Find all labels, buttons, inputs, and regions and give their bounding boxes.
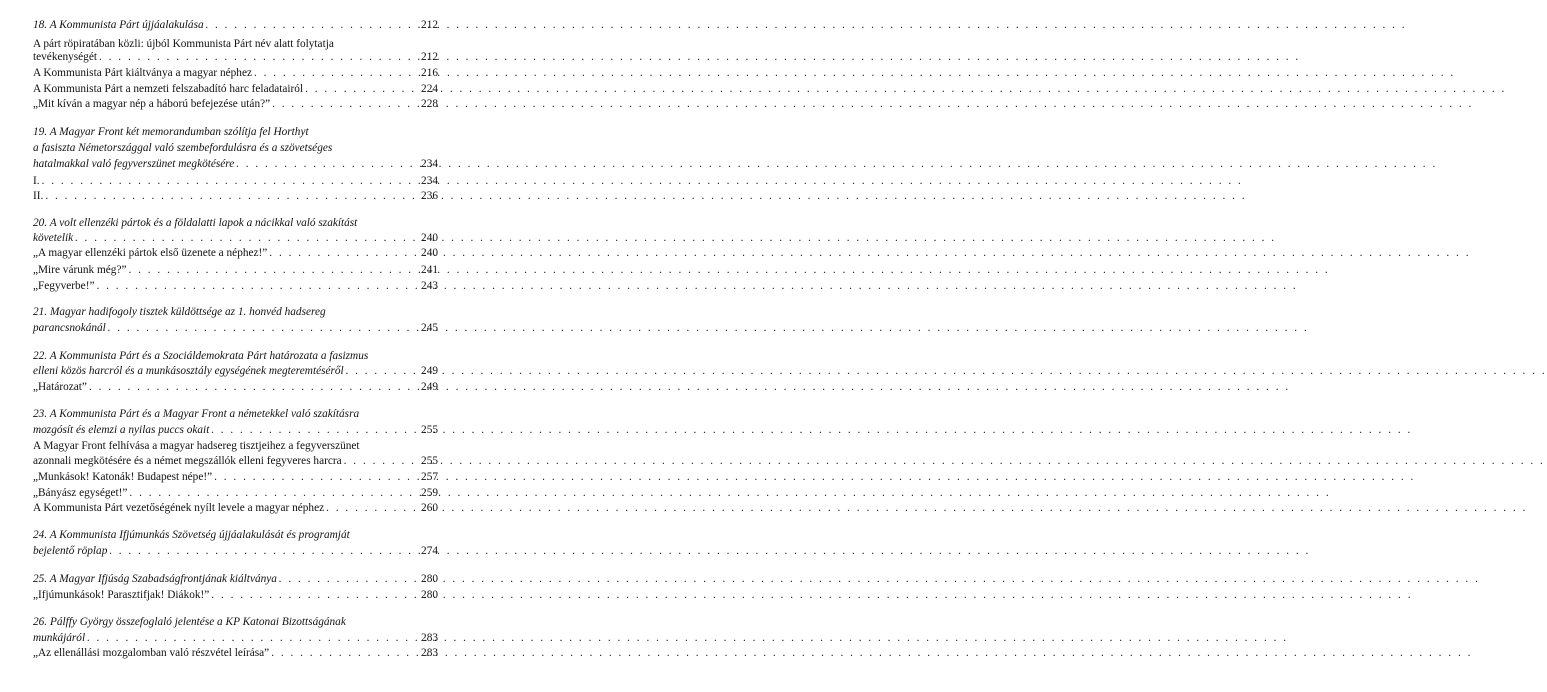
dot-leader <box>271 646 418 660</box>
toc-line <box>33 37 438 51</box>
toc-page-number: 283 <box>421 647 438 659</box>
dot-leader <box>45 189 418 203</box>
toc-line <box>33 454 438 468</box>
toc-entry-text: A párt röpiratában közli: újból Kommunista Párt név alatt folytatja <box>33 38 334 50</box>
toc-entry-text: tevékenységét <box>33 51 97 63</box>
toc-page-number: 224 <box>421 83 438 95</box>
toc-entry-text: I. <box>33 175 40 187</box>
table-of-contents <box>0 0 488 692</box>
toc-entry-text: 26. Pálffy György összefoglaló jelentése a KP Katonai Bizottságának <box>33 616 346 628</box>
toc-entry-text: A Kommunista Párt vezetőségének nyílt levele a magyar néphez <box>33 502 325 514</box>
toc-line <box>33 544 438 558</box>
dot-leader <box>87 631 418 645</box>
toc-entry-text: 21. Magyar hadifogoly tisztek küldöttsége az 1. honvéd hadsereg <box>33 306 326 318</box>
toc-page-number: 274 <box>421 545 438 557</box>
toc-line <box>33 216 438 230</box>
dot-leader <box>344 454 418 468</box>
toc-page-number: 245 <box>421 322 438 334</box>
toc-entry-text: „Mit kíván a magyar nép a háború befejezése után?” <box>33 98 271 110</box>
toc-entry-text: A Kommunista Párt a nemzeti felszabadító harc feladatairól <box>33 83 304 95</box>
toc-line <box>33 528 438 542</box>
dot-leader <box>128 263 418 277</box>
toc-entry-text: A Kommunista Párt kiáltványa a magyar néphez <box>33 67 252 79</box>
toc-entry-text: „Mire várunk még?” <box>33 264 127 276</box>
toc-line <box>33 470 438 484</box>
dot-leader <box>305 82 418 96</box>
toc-entry-text: 23. A Kommunista Párt és a Magyar Front a németekkel való szakításra <box>33 408 360 420</box>
dot-leader <box>108 321 418 335</box>
toc-line <box>33 305 438 319</box>
toc-line <box>33 125 438 139</box>
toc-line <box>33 407 438 421</box>
toc-entry-text: 18. A Kommunista Párt újjáalakulása <box>33 19 204 31</box>
toc-entry-text: mozgósít és elemzi a nyilas puccs okait <box>33 424 210 436</box>
toc-line <box>33 349 438 363</box>
toc-page-number: 257 <box>421 471 438 483</box>
toc-line <box>33 18 438 32</box>
toc-entry-text: 25. A Magyar Ifjúság Szabadságfrontjának kiáltványa <box>33 573 277 585</box>
toc-page-number: 259 <box>421 487 438 499</box>
dot-leader <box>269 246 418 260</box>
toc-entry-text: munkájáról <box>33 632 86 644</box>
dot-leader <box>272 97 418 111</box>
toc-line <box>33 263 438 277</box>
toc-entry-text: „Munkások! Katonák! Budapest népe!” <box>33 471 213 483</box>
toc-entry-text: „Határozat” <box>33 381 87 393</box>
toc-entry-text: „Ifjúmunkások! Parasztifjak! Diákok!” <box>33 589 210 601</box>
dot-leader <box>211 423 418 437</box>
toc-page-number: 228 <box>421 98 438 110</box>
toc-page-number: 234 <box>421 158 438 170</box>
toc-line <box>33 174 438 188</box>
toc-page-number: 241 <box>421 264 438 276</box>
toc-page-number: 236 <box>421 190 438 202</box>
toc-line <box>33 572 438 586</box>
toc-entry-text: a fasiszta Németországgal való szembefordulásra és a szövetséges <box>33 142 333 154</box>
toc-line <box>33 82 438 96</box>
dot-leader <box>206 18 418 32</box>
toc-entry-text: azonnali megkötésére és a német megszállók elleni fegyveres harcra <box>33 455 342 467</box>
toc-page-number: 240 <box>421 247 438 259</box>
dot-leader <box>42 174 418 188</box>
toc-entry-text: elleni közös harcról és a munkásosztály egységének megteremtéséről <box>33 365 344 377</box>
toc-line <box>33 364 438 378</box>
toc-line <box>33 50 438 64</box>
toc-line <box>33 380 438 394</box>
toc-page-number: 243 <box>421 280 438 292</box>
dot-leader <box>326 501 418 515</box>
toc-entry-text: „Az ellenállási mozgalomban való részvétel leírása” <box>33 647 270 659</box>
toc-line <box>33 615 438 629</box>
dot-leader <box>129 486 418 500</box>
toc-line <box>33 501 438 515</box>
toc-line <box>33 97 438 111</box>
toc-page-number: 249 <box>421 365 438 377</box>
toc-entry-text: parancsnokánál <box>33 322 106 334</box>
toc-page-number: 240 <box>421 232 438 244</box>
toc-page-number: 212 <box>421 51 438 63</box>
toc-line <box>33 631 438 645</box>
toc-page-number: 212 <box>421 19 438 31</box>
toc-entry-text: 24. A Kommunista Ifjúmunkás Szövetség újjáalakulását és programját <box>33 529 350 541</box>
toc-entry-text: „A magyar ellenzéki pártok első üzenete a néphez!” <box>33 247 268 259</box>
toc-entry-text: „Bányász egységet!” <box>33 487 128 499</box>
dot-leader <box>346 364 418 378</box>
toc-page-number: 260 <box>421 502 438 514</box>
dot-leader <box>99 50 418 64</box>
toc-entry-text: követelik <box>33 232 74 244</box>
dot-leader <box>109 544 418 558</box>
dot-leader <box>254 66 418 80</box>
toc-page-number: 216 <box>421 67 438 79</box>
toc-entry-text: II. <box>33 190 44 202</box>
toc-page-number: 234 <box>421 175 438 187</box>
toc-entry-text: 22. A Kommunista Párt és a Szociáldemokrata Párt határozata a fasizmus <box>33 350 369 362</box>
toc-line <box>33 646 438 660</box>
toc-entry-text: „Fegyverbe!” <box>33 280 95 292</box>
toc-line <box>33 439 438 453</box>
toc-line <box>33 66 438 80</box>
dot-leader <box>279 572 418 586</box>
dot-leader <box>96 279 418 293</box>
toc-line <box>33 141 438 155</box>
dot-leader <box>214 470 418 484</box>
toc-page-number: 255 <box>421 424 438 436</box>
dot-leader <box>89 380 418 394</box>
toc-line <box>33 246 438 260</box>
toc-page-number: 283 <box>421 632 438 644</box>
toc-line <box>33 279 438 293</box>
toc-entry-text: bejelentő röplap <box>33 545 108 557</box>
toc-line <box>33 423 438 437</box>
dot-leader <box>75 231 418 245</box>
toc-entry-text: 19. A Magyar Front két memorandumban szólítja fel Horthyt <box>33 126 309 138</box>
toc-line <box>33 189 438 203</box>
dot-leader <box>236 157 418 171</box>
toc-line <box>33 231 438 245</box>
toc-line <box>33 486 438 500</box>
toc-line <box>33 321 438 335</box>
toc-line <box>33 157 438 171</box>
toc-page-number: 249 <box>421 381 438 393</box>
toc-entry-text: 20. A volt ellenzéki pártok és a földalatti lapok a nácikkal való szakítást <box>33 217 358 229</box>
toc-page-number: 280 <box>421 589 438 601</box>
toc-entry-text: A Magyar Front felhívása a magyar hadsereg tisztjeihez a fegyverszünet <box>33 440 360 452</box>
toc-entry-text: hatalmakkal való fegyverszünet megkötésére <box>33 158 235 170</box>
toc-page-number: 280 <box>421 573 438 585</box>
dot-leader <box>211 588 418 602</box>
toc-line <box>33 588 438 602</box>
toc-page-number: 255 <box>421 455 438 467</box>
